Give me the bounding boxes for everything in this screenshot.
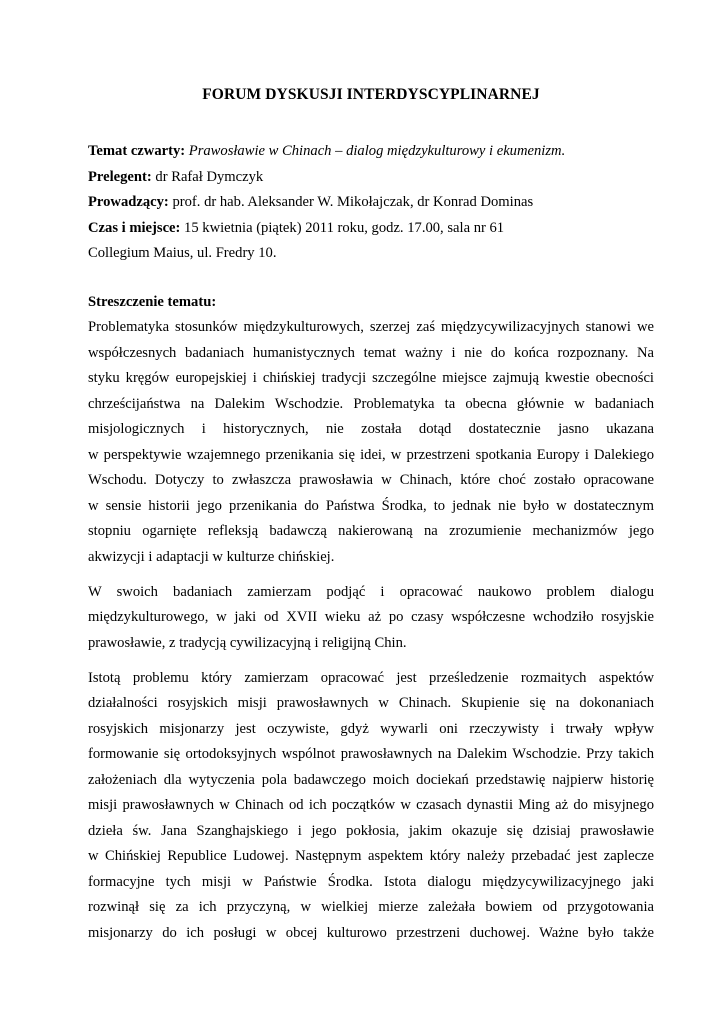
paragraph-line: prawosławie, z tradycją cywilizacyjną i religijną Chin.	[88, 634, 407, 651]
topic-line	[88, 139, 654, 165]
paragraph-line: w sensie historii jego przenikania do Państwa Środka, to jednak nie było w dostatecznym	[88, 497, 654, 514]
paragraph-line: międzykulturowego, w jaki od XVII wieku aż po czasy współczesne wchodziło rosyjskie	[88, 609, 654, 625]
paragraph-line: współczesnych badaniach humanistycznych temat ważny i nie do końca rozpoznany. Na	[88, 344, 654, 361]
paragraph-line: dzieła św. Jana Szanghajskiego i jego pokłosia, jakim okazuje się dzisiaj prawosławie	[88, 822, 654, 839]
speaker-value: dr Rafał Dymczyk	[155, 168, 264, 185]
time-place-line	[88, 216, 654, 242]
paragraph-line: w Chińskiej Republice Ludowej. Następnym aspektem który należy przebadać jest zaplecze	[88, 848, 654, 864]
summary-body	[88, 315, 654, 946]
paragraph-line: Problematyka stosunków międzykulturowych, szerzej zaś międzycywilizacyjnych stanowi we	[88, 319, 654, 335]
paragraph-line: w perspektywie wzajemnego przenikania się idei, w przestrzeni spotkania Europy i Dalekiego	[88, 446, 654, 463]
topic-value: Prawosławie w Chinach – dialog międzykulturowy i ekumenizm.	[188, 143, 566, 159]
paragraph-line: W swoich badaniach zamierzam podjąć i opracować naukowo problem dialogu	[88, 583, 654, 600]
hosts-value: prof. dr hab. Aleksander W. Mikołajczak, dr Konrad Dominas	[172, 194, 534, 210]
venue-line: Collegium Maius, ul. Fredry 10.	[88, 245, 277, 261]
paragraph-line: formacyjne tych misji w Państwie Środka. Istota dialogu międzycywilizacyjnego jaki	[88, 873, 654, 890]
paragraph-line: założeniach dla wytyczenia pola badawczego moich dociekań przedstawię najpierw historię	[88, 771, 654, 788]
time-place-label: Czas i miejsce:	[88, 219, 181, 236]
event-details	[88, 139, 654, 267]
paragraph-line: chrześcijaństwa na Dalekim Wschodzie. Problematyka ta obecna głównie w badaniach	[88, 395, 654, 412]
paragraph-line: stopniu ogarnięte refleksją badawczą nakierowaną na zrozumienie mechanizmów jego	[88, 523, 654, 539]
paragraph-line: misjonarzy do ich posługi w obcej kulturowo przestrzeni duchowej. Ważne było także	[88, 924, 654, 941]
summary-paragraph	[88, 315, 654, 570]
page-title: FORUM DYSKUSJI INTERDYSCYPLINARNEJ	[202, 86, 540, 103]
topic-label: Temat czwarty:	[88, 143, 186, 159]
paragraph-line: rozwinął się za ich przyczyną, w wielkiej mierze zależała bowiem od przygotowania	[88, 899, 654, 915]
speaker-label: Prelegent:	[88, 168, 152, 185]
paragraph-line: akwizycji i adaptacji w kulturze chińskiej.	[88, 548, 335, 565]
summary-paragraph	[88, 666, 654, 947]
hosts-label: Prowadzący:	[88, 194, 169, 210]
paragraph-line: rosyjskich misjonarzy jest oczywiste, gdyż wywarli oni rzeczywisty i trwały wpływ	[88, 720, 654, 737]
paragraph-line: formowanie się ortodoksyjnych wspólnot prawosławnych na Dalekim Wschodzie. Przy takich	[88, 746, 654, 762]
speaker-line	[88, 165, 654, 191]
paragraph-line: misjologicznych i historycznych, nie została dotąd dostatecznie jasno ukazana	[88, 421, 654, 437]
paragraph-line: działalności rosyjskich misji prawosławnych w Chinach. Skupienie się na dokonaniach	[88, 695, 654, 711]
hosts-line	[88, 190, 654, 216]
paragraph-line: styku kręgów europejskiej i chińskiej tradycji szczególne miejsce zajmują kwestie obecności	[88, 370, 654, 386]
summary-heading: Streszczenie tematu:	[88, 294, 217, 310]
paragraph-line: misji prawosławnych w Chinach od ich początków w czasach dynastii Ming aż do misyjnego	[88, 797, 654, 813]
summary-paragraph	[88, 580, 654, 657]
paragraph-line: Istotą problemu który zamierzam opracować jest prześledzenie rozmaitych aspektów	[88, 669, 654, 686]
time-place-value: 15 kwietnia (piątek) 2011 roku, godz. 17.00, sala nr 61	[184, 219, 505, 236]
paragraph-line: Wschodu. Dotyczy to zwłaszcza prawosławia w Chinach, które choć zostało opracowane	[88, 472, 654, 488]
